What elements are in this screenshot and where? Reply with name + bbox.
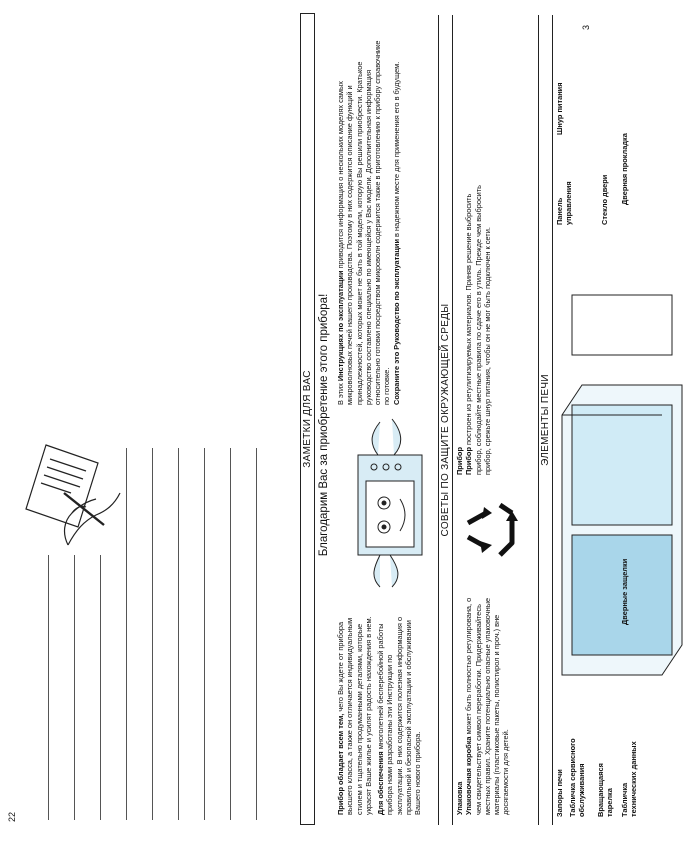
care-p4-bold: Сохраните это Руководство по эксплуатации [391,239,401,405]
note-line [256,448,257,820]
care-p4-text: в надежном месте для применения его в будущем. [391,61,401,239]
care-p2-text: многолетней бесперебойной работы прибора нами разработаны эти Инструкции по эксплуатации. В них содержится полезная информация о правильной и безопасной эксплуатации и обслуживании Вашего нового прибора. [376,616,423,815]
note-line [230,448,231,820]
care-column-2 [336,35,401,405]
care-p2-bold: Для обеспечения [376,751,386,815]
label-turntable: Вращающаяся тарелка [596,763,614,817]
care-header: ЗАМЕТКИ ДЛЯ ВАС [300,13,315,825]
label-door-seal: Дверная прокладка [620,133,629,205]
note-line [178,448,179,820]
greeting: Благодарим Вас за приобретение этого прибора! [318,293,330,557]
env-column-2 [455,175,492,475]
care-p3-text: приводится информация о нескольких моделях самых микроволновых печей нашего производства. Поэтому в них содержится описание функций и принадлежностей, которых может не быть в той модели, которую Вы решили приобрести. Кратькое руководство составлено специально по имеющейся у Вас модели. Дополнительная информация относительно готовки посредством микроволн содержится также в приготовлению к прибору справочнике по готовке. [336,40,392,405]
label-control-panel: Панель управления [555,181,573,225]
note-line [126,448,127,820]
label-tech-plate: Табличка технических данных [620,741,638,817]
elements-header: ЭЛЕМЕНТЫ ПЕЧИ [538,15,553,825]
note-line [74,555,75,820]
oven-diagram [552,255,692,715]
note-line [152,448,153,820]
note-line [204,448,205,820]
care-p1-text: чего Вы ждете от прибора высшего класса, а также он отличается индивидуальным стилем и тщательно продуманными деталями, которые украсят Ваше жилье и усилят радость нахождения в нем. [336,616,373,815]
env-column-1 [455,585,511,815]
label-door-latches: Дверные защелки [620,558,629,625]
care-p3-lead: В этих [336,381,345,405]
microwave-character-icon [340,407,430,607]
label-door-glass: Стекло двери [600,174,609,225]
env-header: СОВЕТЫ ПО ЗАЩИТЕ ОКРУЖАЮЩЕЙ СРЕДЫ [438,15,453,825]
care-p1-bold: Прибор обладает всем тем, [336,713,345,815]
hand-writing-icon [6,435,126,555]
label-service-plate: Табличка сервисного обслуживания [568,738,586,817]
care-p3-bold: Инструкциях по эксплуатации [336,270,345,382]
env-title-packaging: Упаковка [455,781,464,815]
env-p1-bold: Упаковочная коробка [464,736,474,815]
right-page [300,15,638,825]
page-number-right: 3 [581,24,591,30]
label-door-locks: Запоры печи [555,769,564,817]
note-line [100,555,101,820]
env-p2-text: построен из регулитизируемых материалов. Приняв решение выбросить прибор, соблюдайте местные правила по сдаче его в утиль. Прежде чем выбросить прибор, срежьте шнур питания, чтобы он не мог быть подключен к сети. [464,185,492,475]
env-p2-bold: Прибор [464,447,474,475]
recycle-icon [460,495,520,565]
care-column-1 [336,610,423,815]
env-title-appliance: Прибор [455,447,464,475]
env-p1-text: может быть полностью регулирована, о чем свидетельствует символ переработки. Придерживайтесь местных правил. Храните потенциально опасные упаковочные материалы (пластиковые пакеты, полистирол и проч.) вне досягаемости для детей. [464,597,511,815]
label-power-cord: Шнур питания [555,82,564,135]
page-number-left: 22 [7,811,17,822]
note-line [48,555,49,820]
